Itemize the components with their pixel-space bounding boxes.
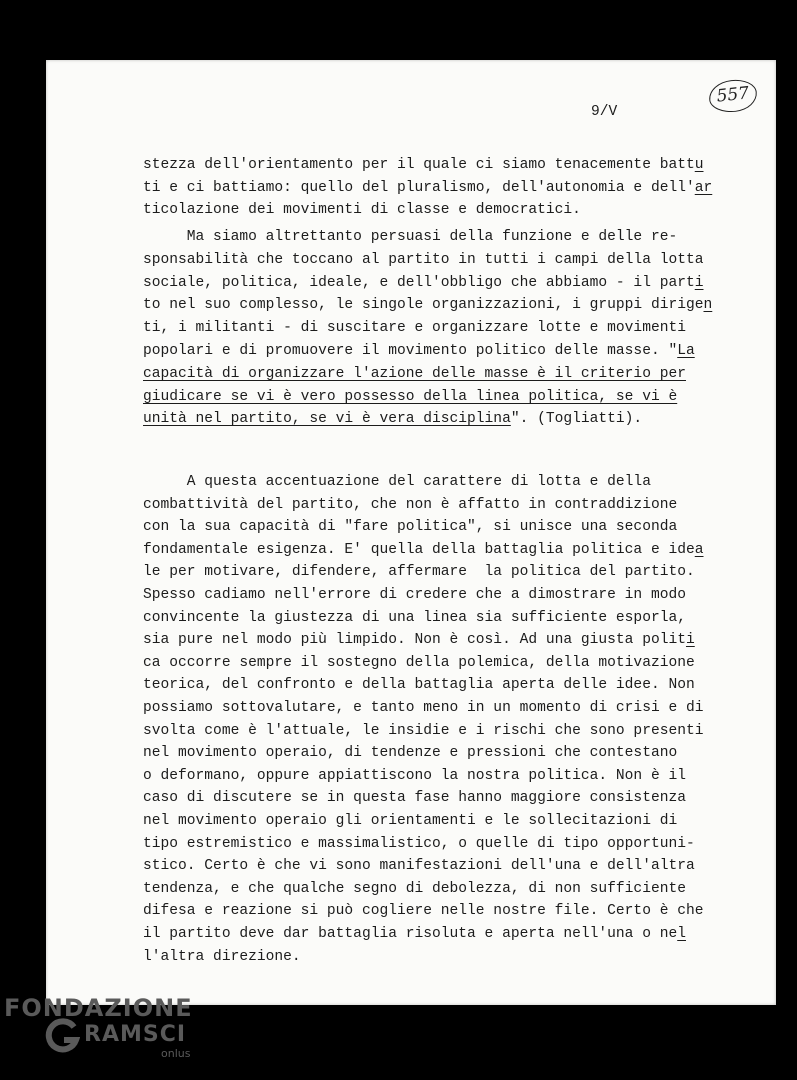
text-line: [143, 253, 704, 268]
archive-stamp: [707, 78, 758, 115]
text-segment: possiamo sottovalutare, e tanto meno in un momento di crisi e di: [143, 700, 704, 716]
text-line: [143, 181, 712, 196]
text-segment: A questa accentuazione del carattere di lotta e della: [143, 474, 651, 490]
page-number: 9/V: [591, 104, 618, 120]
text-line: [143, 543, 704, 558]
text-line: [143, 859, 695, 874]
text-line: [143, 475, 651, 490]
text-segment: sia pure nel modo più limpido. Non è così. Ad una giusta polit: [143, 632, 686, 649]
text-line: [143, 814, 677, 829]
text-segment: difesa e reazione si può cogliere nelle nostre file. Certo è che: [143, 903, 704, 920]
text-line: [143, 367, 686, 382]
text-line: [143, 724, 704, 739]
text-segment: ticolazione dei movimenti di classe e democratici.: [143, 202, 581, 219]
text-segment: sociale, politica, ideale, e dell'obbligo che abbiamo - il part: [143, 274, 695, 291]
text-line: [143, 882, 686, 897]
text-line: [143, 203, 581, 218]
logo-line1: FONDAZIONE: [4, 994, 193, 1022]
text-segment: fondamentale esigenza. E' quella della battaglia politica e ide: [143, 541, 695, 558]
text-line: [143, 950, 301, 965]
text-segment: caso di discutere se in questa fase hanno maggiore consistenza: [143, 790, 686, 807]
text-segment: ". (Togliatti).: [510, 411, 643, 428]
text-line: [143, 276, 704, 291]
text-segment: Ma siamo altrettanto persuasi della funzione e delle re-: [143, 229, 678, 245]
text-line: [143, 520, 677, 535]
text-line: [143, 390, 677, 405]
text-segment: svolta come è l'attuale, le insidie e i rischi che sono presenti: [143, 722, 704, 739]
text-segment: ca occorre sempre il sostegno della polemica, della motivazione: [143, 654, 695, 671]
text-line: [143, 298, 712, 313]
text-segment: le per motivare, difendere, affermare la politica del partito.: [143, 564, 695, 581]
text-line: [143, 158, 704, 173]
text-segment: tendenza, e che qualche segno di debolezza, di non sufficiente: [143, 880, 686, 897]
text-line: [143, 633, 695, 648]
underlined-text: i: [685, 632, 695, 649]
text-segment: teorica, del confronto e della battaglia aperta delle idee. Non: [143, 677, 695, 694]
text-line: [143, 837, 695, 852]
text-line: [143, 321, 686, 336]
text-line: [143, 904, 704, 919]
text-segment: nel movimento operaio, di tendenze e pressioni che contestano: [143, 745, 678, 762]
text-segment: convincente la giustezza di una linea sia sufficiente esporla,: [143, 609, 686, 626]
text-line: [143, 498, 677, 513]
underlined-text: La: [677, 343, 695, 359]
text-segment: stezza dell'orientamento per il quale ci siamo tenacemente batt: [143, 157, 695, 173]
logo-onlus: onlus: [161, 1047, 191, 1060]
text-segment: to nel suo complesso, le singole organizzazioni, i gruppi dirige: [143, 297, 704, 314]
underlined-text: i: [694, 274, 704, 291]
text-line: [143, 701, 704, 716]
text-segment: stico. Certo è che vi sono manifestazioni dell'una e dell'altra: [143, 858, 695, 875]
underlined-text: ar: [694, 179, 713, 196]
text-line: [143, 611, 686, 626]
underlined-text: unità nel partito, se vi è vera disciplina: [143, 411, 511, 428]
text-line: [143, 769, 686, 784]
text-segment: ti e ci battiamo: quello del pluralismo, dell'autonomia e dell': [143, 179, 695, 196]
underlined-text: n: [703, 297, 713, 314]
text-line: [143, 344, 695, 359]
underlined-text: giudicare se vi è vero possesso della linea politica, se vi è: [143, 388, 678, 405]
text-line: [143, 678, 695, 693]
fondazione-gramsci-logo: [4, 994, 204, 1074]
text-line: [143, 565, 695, 580]
stamp-number: 557: [715, 83, 751, 107]
logo-g-icon: [44, 1018, 80, 1054]
text-line: [143, 588, 686, 603]
logo-line2: RAMSCI: [84, 1022, 187, 1047]
text-segment: combattività del partito, che non è affatto in contraddizione: [143, 496, 678, 513]
underlined-text: capacità di organizzare l'azione delle masse è il criterio per: [143, 365, 686, 382]
text-segment: popolari e di promuovere il movimento politico delle masse. ": [143, 343, 678, 359]
underlined-text: a: [694, 541, 704, 558]
text-segment: il partito deve dar battaglia risoluta e aperta nell'una o ne: [143, 926, 678, 942]
text-line: [143, 412, 642, 427]
underlined-text: u: [694, 157, 704, 173]
text-segment: con la sua capacità di "fare politica", si unisce una seconda: [143, 519, 678, 536]
text-line: [143, 927, 686, 942]
text-segment: ti, i militanti - di suscitare e organizzare lotte e movimenti: [143, 320, 686, 337]
underlined-text: l: [677, 926, 686, 942]
text-segment: nel movimento operaio gli orientamenti e le sollecitazioni di: [143, 813, 678, 829]
text-segment: o deformano, oppure appiattiscono la nostra politica. Non è il: [143, 767, 686, 784]
text-line: [143, 230, 677, 245]
document-page: [46, 60, 776, 1005]
text-segment: sponsabilità che toccano al partito in tutti i campi della lotta: [143, 251, 704, 268]
text-segment: l'altra direzione.: [143, 948, 301, 965]
text-line: [143, 791, 686, 806]
text-line: [143, 746, 677, 761]
text-line: [143, 656, 695, 671]
text-segment: Spesso cadiamo nell'errore di credere che a dimostrare in modo: [143, 587, 686, 603]
text-segment: tipo estremistico e massimalistico, o quelle di tipo opportuni-: [143, 835, 695, 852]
